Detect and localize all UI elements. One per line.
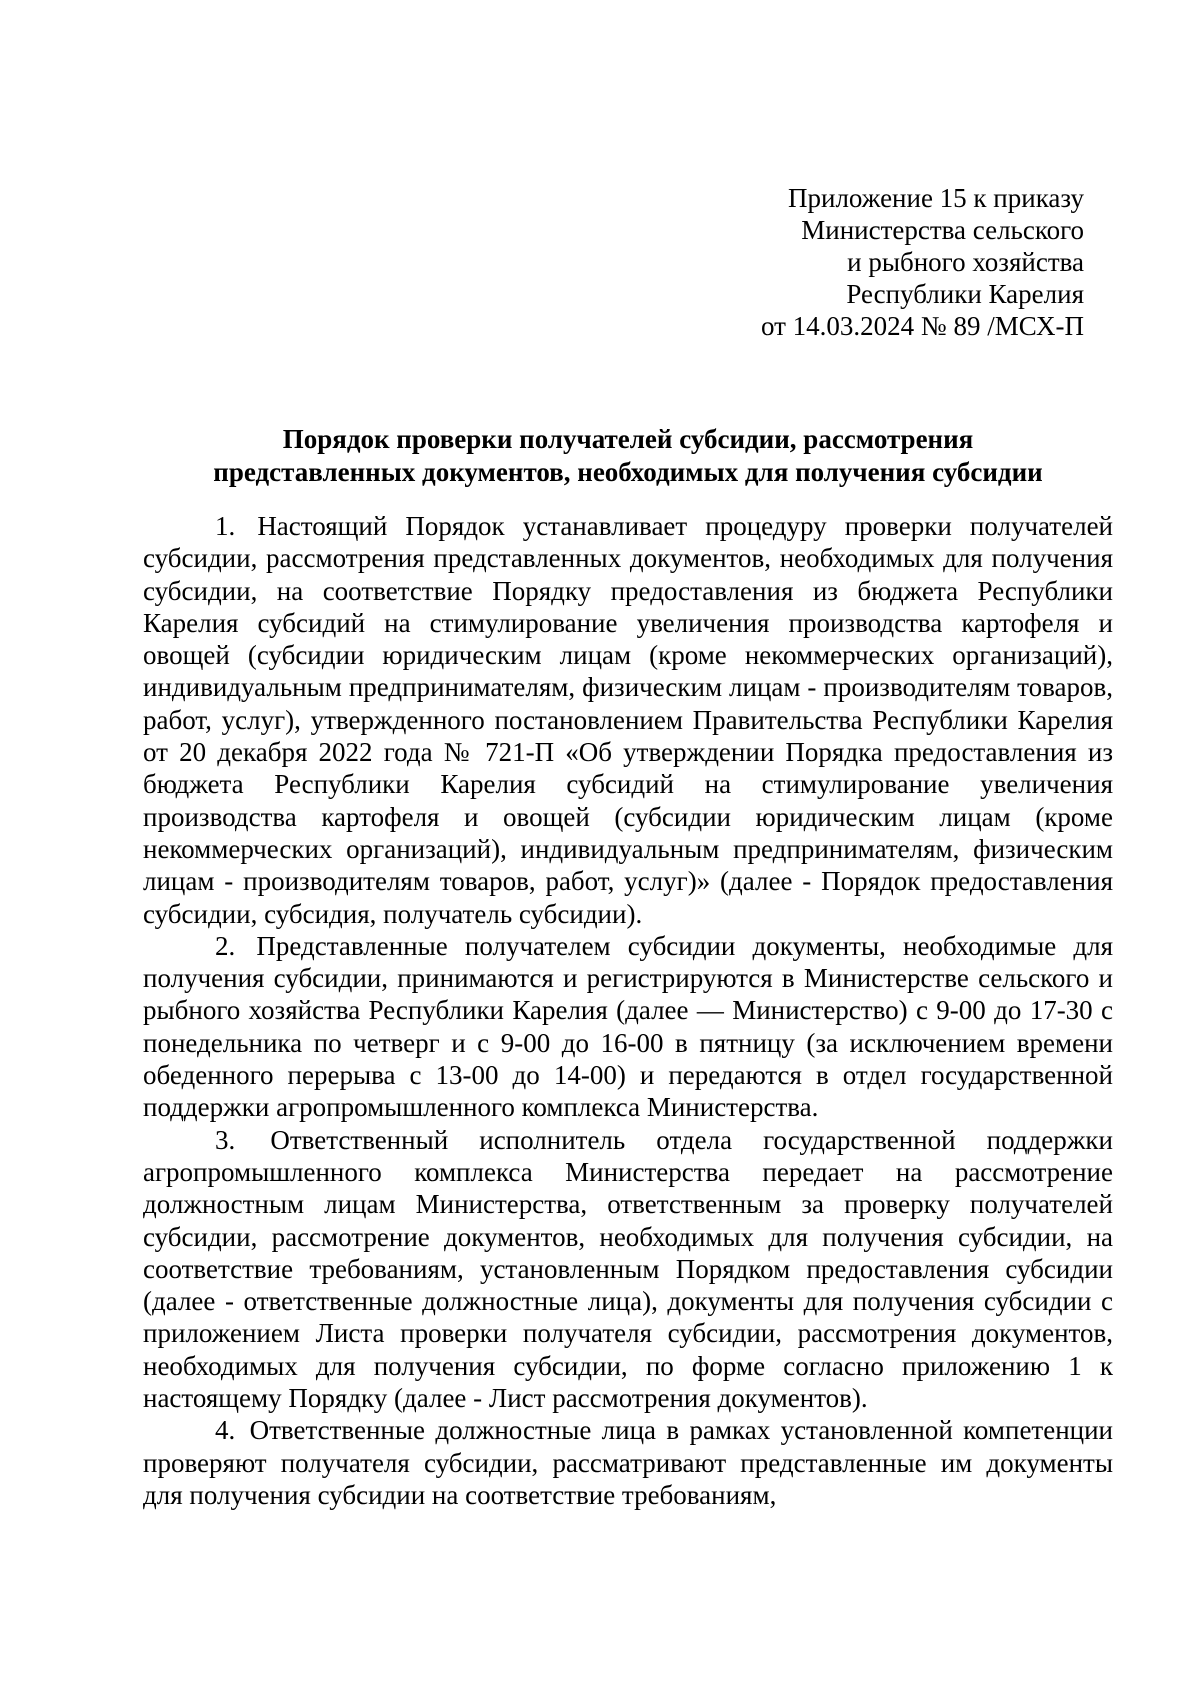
paragraph-number: 2. [215,930,236,961]
paragraph-number: 1. [215,511,236,541]
appendix-reference [564,182,1084,342]
paragraph-text: Ответственный исполнитель отдела государственной поддержки агропромышленного комплекса Министерства передает на рассмотрение должностным лицам Министерства, ответственным за проверку получателей субсидии, рассмотрение документов, необходимых для получения субсидии, на соответствие требованиям, установленным Порядком предоставления субсидии (далее - ответственные должностные лица), документы для получения субсидии с приложением Листа проверки получателя субсидии, рассмотрения документов, необходимых для получения субсидии, по форме согласно приложению 1 к настоящему Порядку (далее - Лист рассмотрения документов). [143,1124,1113,1414]
paragraph-number: 4. [215,1415,236,1446]
paragraph-3 [143,1124,1113,1415]
document-body [143,510,1113,1511]
appendix-line: Приложение 15 к приказу [788,183,1084,213]
appendix-line: от 14.03.2024 № 89 /МСХ-П [760,311,1084,341]
paragraph-1 [143,510,1113,930]
appendix-line: Министерства сельского [801,215,1084,245]
paragraph-2 [143,930,1113,1124]
paragraph-text: Представленные получателем субсидии документы, необходимые для получения субсидии, принимаются и регистрируются в Министерстве сельского и рыбного хозяйства Республики Карелия (далее — Министерство) с 9-00 до 17-30 с понедельника по четверг и с 9-00 до 16-00 в пятницу (за исключением времени обеденного перерыва с 13-00 до 14-00) и передаются в отдел государственной поддержки агропромышленного комплекса Министерства. [143,930,1114,1123]
appendix-line: Республики Карелия [846,279,1084,309]
paragraph-text: Настоящий Порядок устанавливает процедуру проверки получателей субсидии, рассмотрения представленных документов, необходимых для получения субсидии, на соответствие Порядку предоставления из бюджета Республики Карелия субсидий на стимулирование увеличения производства картофеля и овощей (субсидии юридическим лицам (кроме некоммерческих организаций), индивидуальным предпринимателям, физическим лицам - производителям товаров, работ, услуг), утвержденного постановлением Правительства Республики Карелия от 20 декабря 2022 года № 721-П «Об утверждении Порядка предоставления из бюджета Республики Карелия субсидий на стимулирование увеличения производства картофеля и овощей (субсидии юридическим лицам (кроме некоммерческих организаций), индивидуальным предпринимателям, физическим лицам - производителям товаров, работ, услуг)» (далее - Порядок предоставления субсидии, субсидия, получатель субсидии). [143,511,1113,929]
paragraph-4 [143,1414,1113,1511]
title-line: Порядок проверки получателей субсидии, рассмотрения [282,424,974,454]
paragraph-text: Ответственные должностные лица в рамках установленной компетенции проверяют получателя субсидии, рассматривают представленные им документы для получения субсидии на соответствие требованиям, [143,1415,1114,1510]
appendix-line: и рыбного хозяйства [847,247,1084,277]
title-line: представленных документов, необходимых для получения субсидии [213,456,1043,487]
paragraph-number: 3. [215,1124,236,1155]
document-title [143,423,1113,488]
